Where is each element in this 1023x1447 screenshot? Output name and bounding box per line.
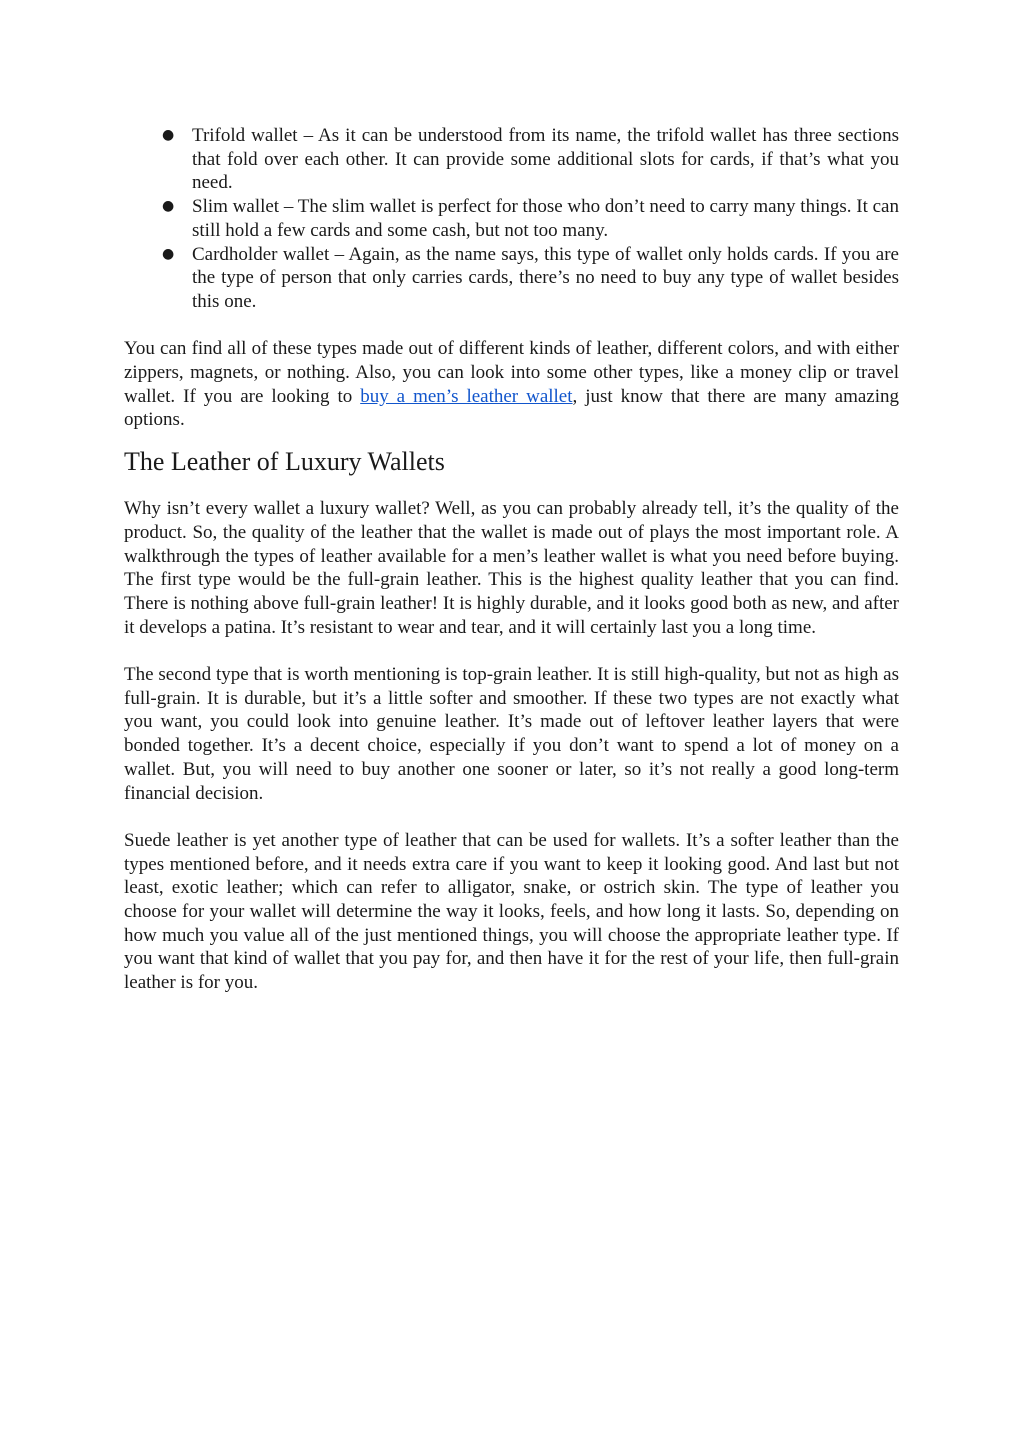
document-page <box>124 124 899 995</box>
bullet-icon: ● <box>162 198 175 215</box>
list-item-text: Cardholder wallet – Again, as the name says, this type of wallet only holds cards. If you are the type of person that only carries cards, there’s no need to buy any type of wallet besides this one. <box>192 243 899 312</box>
list-item <box>124 124 899 195</box>
list-item-text: Slim wallet – The slim wallet is perfect for those who don’t need to carry many things. It can still hold a few cards and some cash, but not too many. <box>192 196 899 241</box>
buy-wallet-link[interactable]: buy a men’s leather wallet <box>360 385 573 407</box>
body-paragraph: The second type that is worth mentioning is top-grain leather. It is still high-quality, but not as high as full-grain. It is durable, but it’s a little softer and smoother. If these two types are not exactly what you want, you could look into genuine leather. It’s made out of leftover leather layers that were bonded together. It’s a decent choice, especially if you don’t want to spend a lot of money on a wallet. But, you will need to buy another one sooner or later, so it’s not really a good long-term financial decision. <box>124 664 899 804</box>
bullet-icon: ● <box>162 127 175 143</box>
body-paragraph: Why isn’t every wallet a luxury wallet? Well, as you can probably already tell, it’s the quality of the product. So, the quality of the leather that the wallet is made out of plays the most important role. A walkthrough the types of leather available for a men’s leather wallet is what you need before buying. The first type would be the full-grain leather. This is the highest quality leather that you can find. There is nothing above full-grain leather! It is highly durable, and it looks good both as new, and after it develops a patina. It’s resistant to wear and tear, and it will certainly last you a long time. <box>124 498 899 638</box>
list-item <box>124 243 899 314</box>
list-item <box>124 195 899 242</box>
body-paragraph: Suede leather is yet another type of leather that can be used for wallets. It’s a softer leather than the types mentioned before, and it needs extra care if you want to keep it looking good. And last but not least, exotic leather; which can refer to alligator, snake, or ostrich skin. The type of leather you choose for your wallet will determine the way it looks, feels, and how long it lasts. So, depending on how much you value all of the just mentioned things, you will choose the appropriate leather type. If you want that kind of wallet that you pay for, and then have it for the rest of your life, then full-grain leather is for you. <box>124 829 899 994</box>
section-heading: The Leather of Luxury Wallets <box>124 447 445 477</box>
bullet-icon: ● <box>162 245 175 262</box>
list-item-text: Trifold wallet – As it can be understood from its name, the trifold wallet has three sections that fold over each other. It can provide some additional slots for cards, if that’s what you need. <box>192 125 899 194</box>
intro-text-after-link: , just know that there are many amazing options. <box>124 385 899 431</box>
wallet-types-list <box>124 124 899 314</box>
intro-text-before-link: You can find all of these types made out of different kinds of leather, different colors, and with either zippers, magnets, or nothing. Also, you can look into some other types, like a money clip or travel wallet. If you are looking to <box>124 338 899 407</box>
intro-paragraph <box>124 337 899 432</box>
